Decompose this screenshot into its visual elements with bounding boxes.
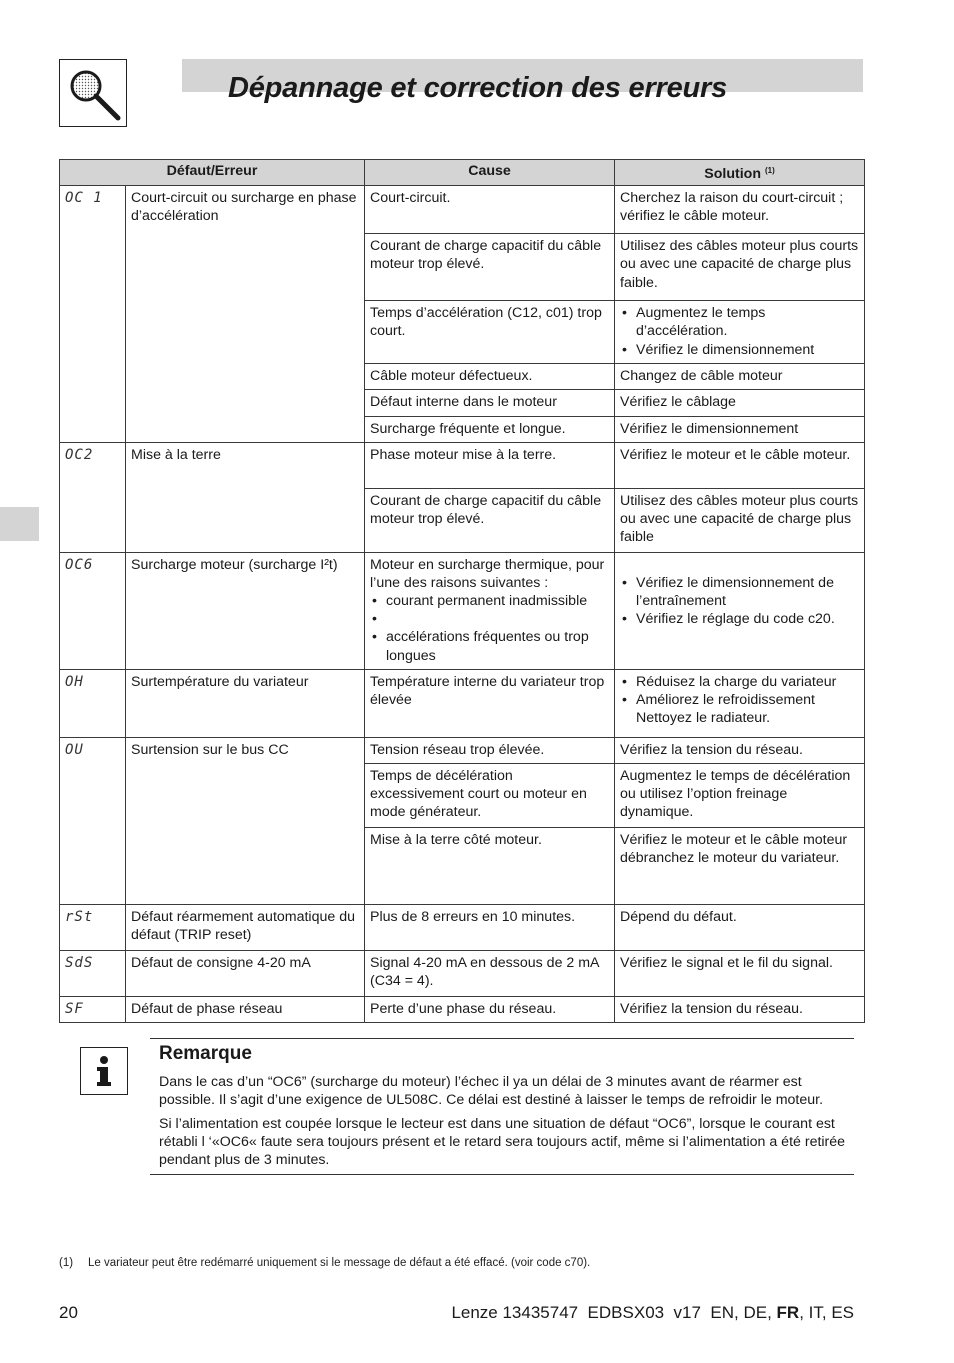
cause-cell: Courant de charge capacitif du câble moteur trop élevé.: [365, 488, 615, 552]
solution-cell: Vérifiez la tension du réseau.: [615, 737, 865, 763]
table-row: [60, 905, 865, 951]
solution-cell: Cherchez la raison du court-circuit ; vérifiez le câble moteur.: [615, 186, 865, 234]
cause-cell: Perte d’une phase du réseau.: [365, 997, 615, 1023]
fault-description: Défaut de phase réseau: [126, 997, 365, 1023]
table-row: [60, 186, 865, 234]
cause-cell: Mise à la terre côté moteur.: [365, 828, 615, 905]
error-table: [59, 159, 865, 1023]
solution-cell: Changez de câble moteur: [615, 364, 865, 390]
cause-cell: Signal 4-20 mA en dessous de 2 mA (C34 = 4).: [365, 951, 615, 997]
note-divider-bottom: [150, 1174, 854, 1175]
solution-cell: Augmentez le temps de décélération ou utilisez l’option freinage dynamique.: [615, 764, 865, 828]
fault-code: rSt: [60, 905, 126, 951]
fault-description: Surtempérature du variateur: [126, 669, 365, 737]
footnote-text: Le variateur peut être redémarré uniquement si le message de défaut a été effacé. (voir code c70).: [88, 1257, 591, 1269]
section-tab: [0, 507, 39, 541]
header-cause: Cause: [365, 160, 615, 186]
fault-code: OH: [60, 669, 126, 737]
cause-cell: Temps de décélération excessivement court ou moteur en mode générateur.: [365, 764, 615, 828]
header-fault: Défaut/Erreur: [60, 160, 365, 186]
fault-description: Défaut de consigne 4-20 mA: [126, 951, 365, 997]
note-divider-top: [150, 1038, 854, 1039]
table-row: [60, 442, 865, 488]
header-solution: Solution $^{(1)}$: [615, 160, 865, 186]
fault-code: OC2: [60, 442, 126, 552]
solution-cell: Vérifiez le signal et le fil du signal.: [615, 951, 865, 997]
cause-cell: Câble moteur défectueux.: [365, 364, 615, 390]
table-row: [60, 669, 865, 737]
cause-cell: Surcharge fréquente et longue.: [365, 416, 615, 442]
solution-bullet: • Augmentez le temps d’accélération.: [620, 304, 859, 340]
info-icon: [81, 1048, 127, 1094]
spacer: [370, 610, 609, 628]
cause-cell: Phase moteur mise à la terre.: [365, 442, 615, 488]
solution-cell: Vérifiez le moteur et le câble moteur.: [615, 442, 865, 488]
cause-bullet: • accélérations fréquentes ou trop longues: [370, 628, 609, 664]
fault-description: Surtension sur le bus CC: [126, 737, 365, 904]
solution-cell: [615, 301, 865, 364]
solution-bullet: • Vérifiez le dimensionnement de l’entraînement: [620, 574, 859, 610]
solution-cell: [615, 552, 865, 669]
cause-cell: Tension réseau trop élevée.: [365, 737, 615, 763]
fault-code: OC6: [60, 552, 126, 669]
fault-code: SF: [60, 997, 126, 1023]
fault-description: Surcharge moteur (surcharge I²t): [126, 552, 365, 669]
fault-description: Court-circuit ou surcharge en phase d’accélération: [126, 186, 365, 443]
note-paragraph: Si l’alimentation est coupée lorsque le lecteur est dans une situation de défaut “OC6”, lorsque le courant est rétabli l ‘«OC6« faute sera toujours présent et le retard sera toujours actif, même si l’alimentation a été retirée pendant plus de 3 minutes.: [159, 1116, 846, 1169]
cause-cell: Défaut interne dans le moteur: [365, 390, 615, 416]
table-row: [60, 951, 865, 997]
note-paragraph: Dans le cas d’un “OC6” (surcharge du moteur) l’échec il ya un délai de 3 minutes avant de réarmer est possible. Il s’agit d’une exigence de UL508C. Ce délai est destiné à laisser le temps de refroidir le moteur.: [159, 1074, 824, 1109]
solution-bullet: • Vérifiez le dimensionnement: [620, 341, 859, 359]
fault-description: Mise à la terre: [126, 442, 365, 552]
cause-cell: Temps d’accélération (C12, c01) trop court.: [365, 301, 615, 364]
page-number: 20: [59, 1303, 78, 1322]
table-header-row: [60, 160, 865, 186]
fault-code: OC 1: [60, 186, 126, 443]
cause-cell: Plus de 8 erreurs en 10 minutes.: [365, 905, 615, 951]
fault-code: SdS: [60, 951, 126, 997]
page-title: Dépannage et correction des erreurs: [228, 72, 728, 104]
footnote-ref: (1): [764, 166, 775, 175]
solution-cell: Vérifiez le moteur et le câble moteur débranchez le moteur du variateur.: [615, 828, 865, 905]
solution-cell: Vérifiez le câblage: [615, 390, 865, 416]
footnote: [59, 1257, 590, 1269]
solution-cell: Vérifiez le dimensionnement: [615, 416, 865, 442]
solution-cell: [615, 669, 865, 737]
info-icon-box: [80, 1047, 128, 1095]
magnifier-icon-box: [59, 59, 127, 127]
fault-code: OU: [60, 737, 126, 904]
document-reference: Lenze 13435747 EDBSX03 v17 EN, DE, FR, IT, ES: [451, 1303, 854, 1322]
cause-cell: Courant de charge capacitif du câble moteur trop élevé.: [365, 234, 615, 301]
fault-description: Défaut réarmement automatique du défaut (TRIP reset): [126, 905, 365, 951]
cause-cell: Température interne du variateur trop élevée: [365, 669, 615, 737]
spacer: [620, 556, 859, 574]
note-title: Remarque: [159, 1043, 252, 1064]
magnifier-icon: [60, 60, 126, 126]
table-row: [60, 997, 865, 1023]
table-row: [60, 552, 865, 669]
cause-intro: Moteur en surcharge thermique, pour l’une des raisons suivantes :: [370, 556, 605, 592]
solution-bullet: • Améliorez le refroidissement Nettoyez le radiateur.: [620, 691, 859, 727]
current-language: FR: [776, 1303, 800, 1322]
solution-cell: Utilisez des câbles moteur plus courts ou avec une capacité de charge plus faible: [615, 488, 865, 552]
footnote-number: (1): [59, 1257, 74, 1269]
solution-bullet: • Vérifiez le réglage du code c20.: [620, 610, 859, 628]
solution-cell: Vérifiez la tension du réseau.: [615, 997, 865, 1023]
cause-cell: Court-circuit.: [365, 186, 615, 234]
solution-cell: Utilisez des câbles moteur plus courts ou avec une capacité de charge plus faible.: [615, 234, 865, 301]
table-row: [60, 737, 865, 763]
cause-cell: [365, 552, 615, 669]
cause-bullet: • courant permanent inadmissible: [370, 592, 609, 610]
solution-cell: Dépend du défaut.: [615, 905, 865, 951]
solution-bullet: • Réduisez la charge du variateur: [620, 673, 859, 691]
